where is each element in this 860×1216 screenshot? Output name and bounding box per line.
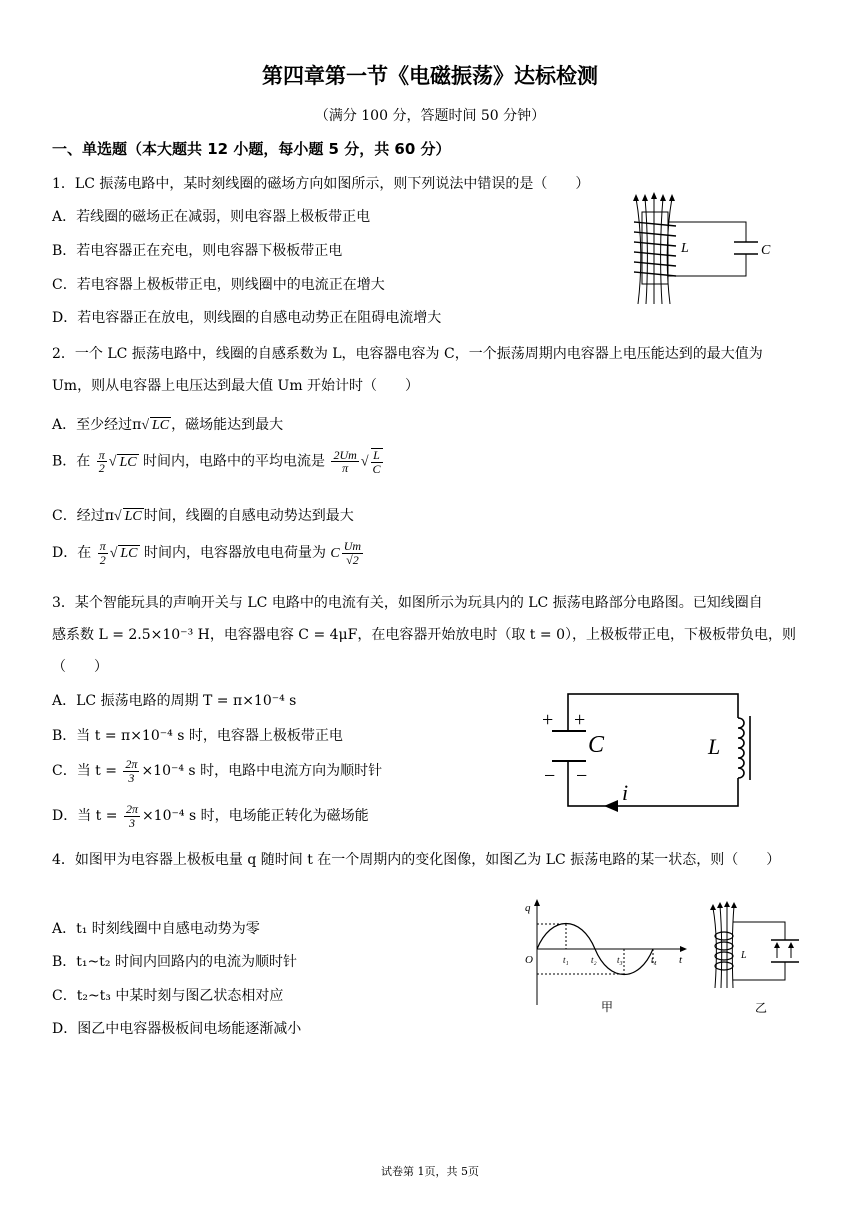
q3-option-d	[52, 803, 369, 829]
q3-plus-left: +	[542, 709, 554, 731]
q4-origin: O	[525, 954, 533, 966]
q3-c-prefix: C．当 t =	[52, 763, 117, 780]
q2-option-d: D．在 $\frac{\pi}{2}$ √ LC 时间内，电容器放电电荷量为 C $\frac{Um}{√2}$	[52, 539, 362, 567]
q1-stem: 1．LC 振荡电路中，某时刻线圈的磁场方向如图所示，则下列说法中错误的是（ ）	[52, 176, 590, 192]
q4-figure-jia	[515, 895, 695, 1017]
q1-fig-label-l: L	[681, 241, 689, 256]
page-subtitle: （满分 100 分，答题时间 50 分钟）	[314, 108, 546, 124]
q2-option-c: C．经过π√ LC 时间，线圈的自感电动势达到最大	[52, 508, 354, 524]
q4-axis-q: q	[525, 902, 531, 914]
q3-c-fraction: $\frac{2\pi}{3}$	[125, 757, 138, 785]
q2-d-charge-fraction: $\frac{Um}{√2}$	[343, 539, 362, 567]
q3-plus-right: +	[574, 709, 586, 731]
q4-stem: 4．如图甲为电容器上极板电量 q 随时间 t 在一个周期内的变化图像，如图乙为 LC 振荡电路的某一状态，则（ ）	[52, 852, 781, 868]
q4-option-c: C．t₂~t₃ 中某时刻与图乙状态相对应	[52, 988, 284, 1004]
q4-fig-label-l: L	[741, 950, 747, 961]
q1-option-b: B．若电容器正在充电，则电容器下极板带正电	[52, 243, 343, 259]
page-title: 第四章第一节《电磁振荡》达标检测	[262, 64, 598, 88]
q3-stem-line1: 3．某个智能玩具的声响开关与 LC 电路中的电流有关，如图所示为玩具内的 LC 振荡电路部分电路图。已知线圈自	[52, 595, 763, 611]
q4-tick-t4: t₄	[651, 955, 657, 965]
q2-d-middle: 时间内，电容器放电电荷量为	[143, 545, 326, 562]
q1-figure	[628, 192, 778, 310]
q4-caption-jia: 甲	[601, 1000, 614, 1014]
q3-minus-left: −	[544, 765, 556, 787]
q3-d-prefix: D．当 t =	[52, 808, 118, 825]
q4-caption-yi: 乙	[755, 1001, 768, 1015]
page-footer: 试卷第 1页，共 5页	[381, 1165, 479, 1178]
q2-a-prefix: A．至少经过π	[52, 417, 142, 433]
q2-d-fraction: $\frac{\pi}{2}$	[99, 539, 106, 567]
q4-axis-t: t	[679, 954, 683, 966]
q2-c-suffix: 时间，线圈的自感电动势达到最大	[143, 508, 354, 524]
q4-figure-yi	[705, 900, 815, 1018]
q2-b-current-fraction: $\frac{2Um}{\pi}$	[333, 447, 357, 476]
q3-stem-line2: 感系数 L = 2.5×10⁻³ H，电容器电容 C = 4μF，在电容器开始放电时（取 t = 0），上极板带正电，下极板带负电，则	[52, 627, 796, 643]
q2-b-middle: 时间内，电路中的平均电流是	[143, 453, 326, 470]
q1-option-a: A．若线圈的磁场正在减弱，则电容器上极板带正电	[52, 209, 371, 225]
section-heading: 一、单选题（本大题共 12 小题，每小题 5 分，共 60 分）	[52, 140, 451, 158]
q3-figure	[530, 686, 760, 812]
q1-fig-label-c: C	[761, 243, 771, 258]
q2-d-radicand: LC	[120, 546, 138, 562]
q2-b-radicand: LC	[119, 454, 137, 470]
q4-option-d: D．图乙中电容器极板间电场能逐渐减小	[52, 1021, 302, 1037]
q3-d-suffix: ×10⁻⁴ s 时，电场能正转化为磁场能	[141, 808, 369, 825]
q2-option-a: A．至少经过π√ LC ，磁场能达到最大	[52, 417, 284, 433]
q2-b-sqrt-fraction: $\frac{L}{C}$	[372, 448, 381, 476]
q3-fig-label-l: L	[708, 734, 721, 759]
q4-tick-t1: t₁	[563, 955, 569, 965]
q3-minus-right: −	[576, 765, 588, 787]
q4-tick-t2: t₂	[591, 955, 597, 965]
q2-stem-line1: 2．一个 LC 振荡电路中，线圈的自感系数为 L，电容器电容为 C，一个振荡周期内电容器上电压能达到的最大值为	[52, 346, 763, 362]
q3-option-c	[52, 758, 382, 784]
q1-option-c: C．若电容器上极板带正电，则线圈中的电流正在增大	[52, 277, 385, 293]
q4-tick-t3: t₃	[617, 955, 623, 965]
q3-option-a: A．LC 振荡电路的周期 T = π×10⁻⁴ s	[52, 693, 297, 709]
q2-b-prefix: B．在	[52, 453, 91, 470]
q2-option-b: B．在 $\frac{\pi}{2}$ √ LC 时间内，电路中的平均电流是 $\frac{2Um}{\pi}$ √ $\frac{L}{C}$	[52, 447, 381, 476]
q3-c-suffix: ×10⁻⁴ s 时，电路中电流方向为顺时针	[141, 763, 383, 780]
q2-a-suffix: ，磁场能达到最大	[171, 417, 284, 433]
q3-option-b: B．当 t = π×10⁻⁴ s 时，电容器上极板带正电	[52, 728, 343, 744]
q2-d-prefix: D．在	[52, 545, 92, 562]
q1-option-d: D．若电容器正在放电，则线圈的自感电动势正在阻碍电流增大	[52, 310, 442, 326]
q4-option-a: A．t₁ 时刻线圈中自感电动势为零	[52, 921, 260, 937]
q2-stem-line2: Um，则从电容器上电压达到最大值 Um 开始计时（ ）	[52, 378, 420, 394]
q3-fig-label-i: i	[622, 780, 629, 805]
q2-c-radicand: LC	[124, 509, 142, 524]
q2-c-prefix: C．经过π	[52, 508, 114, 524]
q2-a-radicand: LC	[152, 418, 170, 433]
q3-d-fraction: $\frac{2\pi}{3}$	[125, 802, 138, 830]
q2-b-fraction: $\frac{\pi}{2}$	[98, 447, 105, 476]
q4-option-b: B．t₁~t₂ 时间内回路内的电流为顺时针	[52, 954, 297, 970]
q3-fig-label-c: C	[588, 732, 605, 758]
q3-stem-line3: （ ）	[52, 659, 108, 675]
